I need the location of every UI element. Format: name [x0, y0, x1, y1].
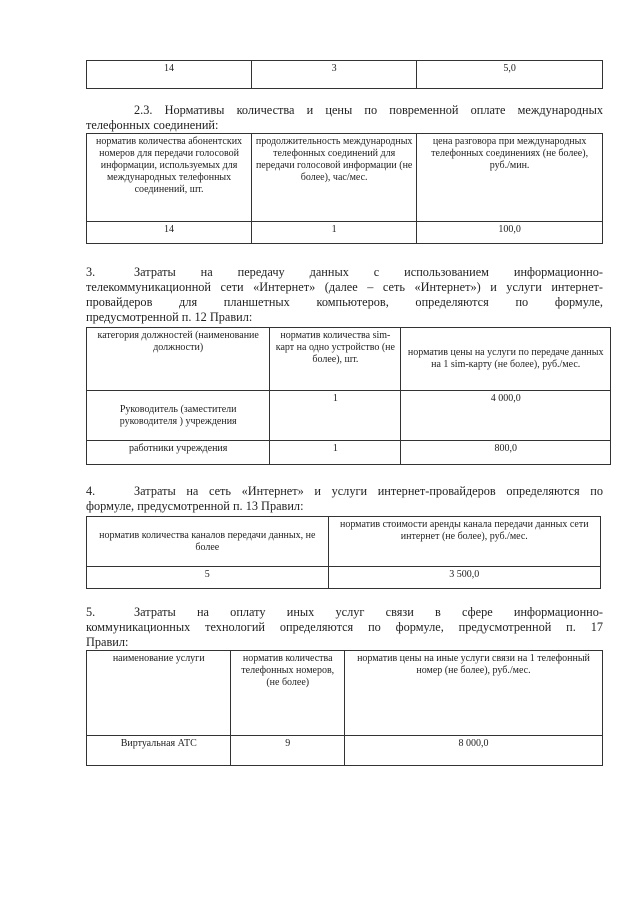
- top-cell-3: 5,0: [417, 61, 603, 89]
- s4-cell-2: 3 500,0: [328, 567, 600, 589]
- table-2-3: [86, 133, 603, 244]
- s5-header-1: наименование услуги: [87, 651, 231, 736]
- s3-number: 3.: [86, 265, 96, 279]
- s4-line1: 4. Затраты на сеть «Интернет» и услуги интернет-провайдеров определяются по: [86, 484, 603, 498]
- s23-header-3: цена разговора при международных телефонных соединениях (не более), руб./мин.: [417, 134, 603, 222]
- s3-line4: предусмотренной п. 12 Правил:: [86, 310, 253, 324]
- s5-header-2: норматив количества телефонных номеров, (не более): [231, 651, 345, 736]
- s3-header-3: норматив цены на услуги по передаче данных на 1 sim-карту (не более), руб./мес.: [401, 328, 611, 391]
- s4-cell-1: 5: [87, 567, 329, 589]
- s3-row2-qty: 1: [270, 441, 401, 465]
- table-4: [86, 516, 601, 589]
- s5-header-3: норматив цены на иные услуги связи на 1 телефонный номер (не более), руб./мес.: [344, 651, 602, 736]
- s3-header-1: категория должностей (наименование должности): [87, 328, 270, 391]
- s23-header-1: норматив количества абонентских номеров для передачи голосовой информации, используемых для международных телефонных соединений, шт.: [87, 134, 252, 222]
- table-3: [86, 327, 611, 465]
- s5-cell-1: Виртуальная АТС: [87, 736, 231, 766]
- section-3-heading: [86, 265, 603, 325]
- s5-line2: коммуникационных технологий определяются по формуле, предусмотренной п. 17: [86, 620, 603, 634]
- s4-number: 4.: [86, 484, 96, 498]
- s23-cell-1: 14: [87, 222, 252, 244]
- s5-cell-3: 8 000,0: [344, 736, 602, 766]
- s5-line3: Правил:: [86, 635, 129, 649]
- top-table: [86, 60, 603, 89]
- s23-line1: 2.3. Нормативы количества и цены по повременной оплате международных: [134, 103, 603, 117]
- s5-number: 5.: [86, 605, 96, 619]
- s23-header-2: продолжительность международных телефонных соединений для передачи голосовой информации (не более), час/мес.: [252, 134, 417, 222]
- section-5-heading: [86, 605, 603, 650]
- s23-cell-2: 1: [252, 222, 417, 244]
- section-2-3-heading: [86, 103, 603, 133]
- s3-row1-price: 4 000,0: [401, 391, 611, 441]
- top-cell-1: 14: [87, 61, 252, 89]
- s23-line2: телефонных соединений:: [86, 118, 219, 132]
- s3-row1-qty: 1: [270, 391, 401, 441]
- s3-line1: 3. Затраты на передачу данных с использованием информационно-: [86, 265, 603, 279]
- s3-line3: провайдеров для планшетных компьютеров, определяются по формуле,: [86, 295, 603, 309]
- s3-row2-price: 800,0: [401, 441, 611, 465]
- s3-line2: телекоммуникационной сети «Интернет» (далее – сеть «Интернет») и услуги интернет-: [86, 280, 603, 294]
- s3-header-2: норматив количества sim-карт на одно устройство (не более), шт.: [270, 328, 401, 391]
- top-cell-2: 3: [252, 61, 417, 89]
- s4-header-1: норматив количества каналов передачи данных, не более: [87, 517, 329, 567]
- s23-cell-3: 100,0: [417, 222, 603, 244]
- table-5: [86, 650, 603, 766]
- s4-header-2: норматив стоимости аренды канала передачи данных сети интернет (не более), руб./мес.: [328, 517, 600, 567]
- s3-row1-name: Руководитель (заместители руководителя ) учреждения: [87, 391, 270, 441]
- section-4-heading: [86, 484, 603, 514]
- s5-cell-2: 9: [231, 736, 345, 766]
- s5-line1: 5. Затраты на оплату иных услуг связи в сфере информационно-: [86, 605, 603, 619]
- s3-row2-name: работники учреждения: [87, 441, 270, 465]
- s4-line2: формуле, предусмотренной п. 13 Правил:: [86, 499, 304, 513]
